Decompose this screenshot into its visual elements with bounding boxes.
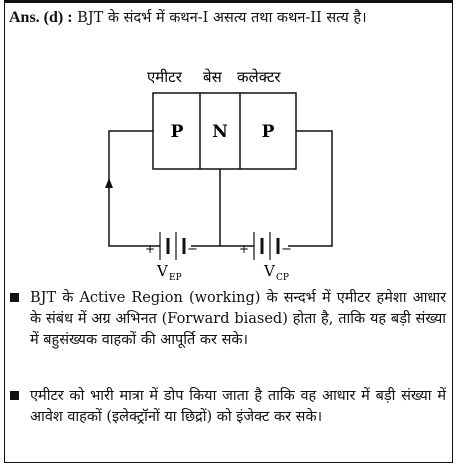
current-arrow	[105, 178, 113, 188]
battery-ep-label: V	[157, 262, 168, 280]
bullet-square-icon	[10, 391, 19, 400]
battery-cp-label: V	[264, 262, 275, 280]
bullet-item	[10, 386, 446, 428]
battery-ep-plus: +	[145, 242, 156, 256]
battery-ep	[160, 232, 184, 260]
bullet-text: एमीटर को भारी मात्रा में डोप किया जाता है ताकि वह आधार में बड़ी संख्या में आवेश वाहकों (इलेक्ट्रॉनों या छिद्रों) को इंजेक्ट कर सके।	[30, 388, 446, 425]
collector-label: कलेक्टर	[237, 68, 281, 86]
battery-cp-sub: CP	[276, 273, 289, 283]
collector-region: P	[261, 122, 275, 142]
battery-cp-plus: +	[239, 242, 250, 256]
base-region: N	[212, 122, 228, 142]
answer-prefix: Ans. (d) :	[9, 9, 73, 26]
battery-cp-minus: −	[281, 242, 292, 257]
bullet-text: BJT के Active Region (working) के सन्दर्भ में एमीटर हमेशा आधार के संबंध में अग्र अभिनत (Forward biased) होता है, ताकि यह बड़ी संख्या में बहुसंख्यक वाहकों की आपूर्ति कर सके।	[30, 290, 446, 348]
emitter-label: एमीटर	[147, 68, 182, 86]
battery-ep-minus: −	[187, 242, 198, 257]
answer-text: BJT के संदर्भ में कथन-I असत्य तथा कथन-II सत्य है।	[77, 10, 367, 26]
battery-cp	[254, 232, 278, 260]
emitter-region: P	[170, 122, 184, 142]
bullet-square-icon	[10, 293, 19, 302]
base-label: बेस	[203, 68, 222, 86]
battery-ep-sub: EP	[169, 273, 182, 283]
bullet-item	[10, 288, 446, 351]
